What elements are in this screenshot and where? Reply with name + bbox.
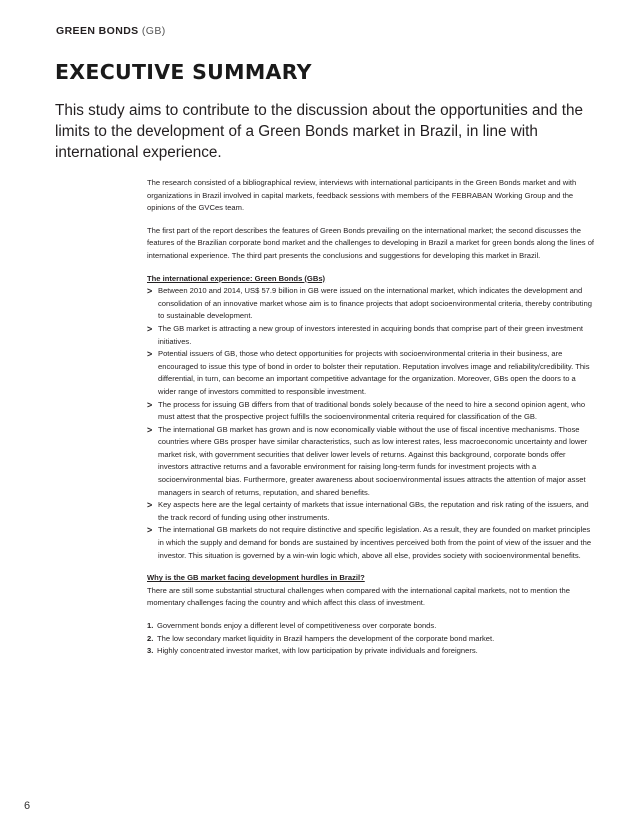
numbered-item: 2. The low secondary market liquidity in Brazil hampers the development of the corporate bond market. (147, 633, 495, 643)
list-item: > Key aspects here are the legal certainty of markets that issue international GBs, the reputation and risk rating of the issuers, and the track record of funding using other instruments. (147, 499, 595, 524)
chevron-right-icon: > (147, 349, 153, 360)
paragraph: There are still some substantial structural challenges when compared with the international capital markets, not to mention the momentary challenges facing the country and which affect this class of investment. (147, 585, 570, 608)
list-item: > The international GB market has grown and is now economically viable without the use of fiscal incentive mechanisms. Those countries where GBs prosper have similar characteristics, such as low interest rates, less macroeconomic uncertainty and lower market risk, with government securities that deliver lower levels of returns. Against this background, corporate bonds offer investors attractive returns and a favorable environment for raising long-term funds for investment projects with a socioenvironmental bias. Furthermore, greater awareness about socioenvironmental issues attracts the attention of major asset managers in search of returns, reputation, and shared benefits. (147, 424, 595, 500)
numbered-item: 3. Highly concentrated investor market, with low participation by private individuals and foreigners. (147, 646, 478, 656)
section-heading: Why is the GB market facing development hurdles in Brazil? (147, 573, 365, 583)
list-item: > Potential issuers of GB, those who detect opportunities for projects with socioenvironmental criteria in their business, are encouraged to issue this type of bond in order to bolster their reputation. Reputation involves image and reliability/credibility. This differential, in turn, can become an important competitive advantage for the organization. Moreover, GBs open the doors to a wider range of investors committed to responsible investment. (147, 348, 595, 398)
body-text (147, 177, 595, 658)
page-number: 6 (24, 800, 31, 812)
page-title: EXECUTIVE SUMMARY (55, 60, 312, 84)
header-abbreviation: (GB) (141, 25, 166, 37)
running-header (56, 25, 166, 37)
chevron-right-icon: > (147, 525, 153, 536)
list-item: > Between 2010 and 2014, US$ 57.9 billion in GB were issued on the international market, which indicates the development and consolidation of an innovative market whose aim is to finance projects that adopt socioenvironmental criteria, thereby contributing to sustainable development. (147, 285, 595, 323)
lead-paragraph: This study aims to contribute to the discussion about the opportunities and the limits to the development of a Green Bonds market in Brazil, in line with international experience. (55, 102, 584, 161)
header-label: GREEN BONDS (56, 25, 139, 37)
chevron-right-icon: > (147, 399, 153, 410)
chevron-right-icon: > (147, 323, 153, 334)
list-item: > The international GB markets do not require distinctive and specific legislation. As a result, they are founded on market principles in which the supply and demand for bonds are sustained by incentives perceived both from the point of view of the issuer and the investor. This situation is governed by a win-win logic which, above all else, provides society with socioenvironmental benefits. (147, 524, 595, 562)
paragraph: The research consisted of a bibliographical review, interviews with international participants in the Green Bonds market and with organizations in Brazil involved in capital markets, feedback sessions with members of the FEBRABAN Working Group and the opinions of the GVCes team. (147, 178, 577, 213)
list-item: > The process for issuing GB differs from that of traditional bonds solely because of the need to hire a second opinion agent, who must attest that the prospective project fulfills the socioenvironmental criteria required for classification of the GB. (147, 399, 595, 424)
chevron-right-icon: > (147, 286, 153, 297)
section-heading: The international experience: Green Bonds (GBs) (147, 273, 326, 283)
chevron-right-icon: > (147, 424, 153, 435)
numbered-item: 1. Government bonds enjoy a different level of competitiveness over corporate bonds. (147, 621, 437, 630)
list-item: > The GB market is attracting a new group of investors interested in acquiring bonds that comprise part of their green investment initiatives. (147, 323, 595, 348)
paragraph: The first part of the report describes the features of Green Bonds prevailing on the international market; the second discusses the features of the Brazilian corporate bond market and the challenges to developing in Brazil a market for green bonds along the lines of international experience. The third part presents the conclusions and suggestions for developing this market in Brazil. (147, 225, 595, 260)
chevron-right-icon: > (147, 500, 153, 511)
